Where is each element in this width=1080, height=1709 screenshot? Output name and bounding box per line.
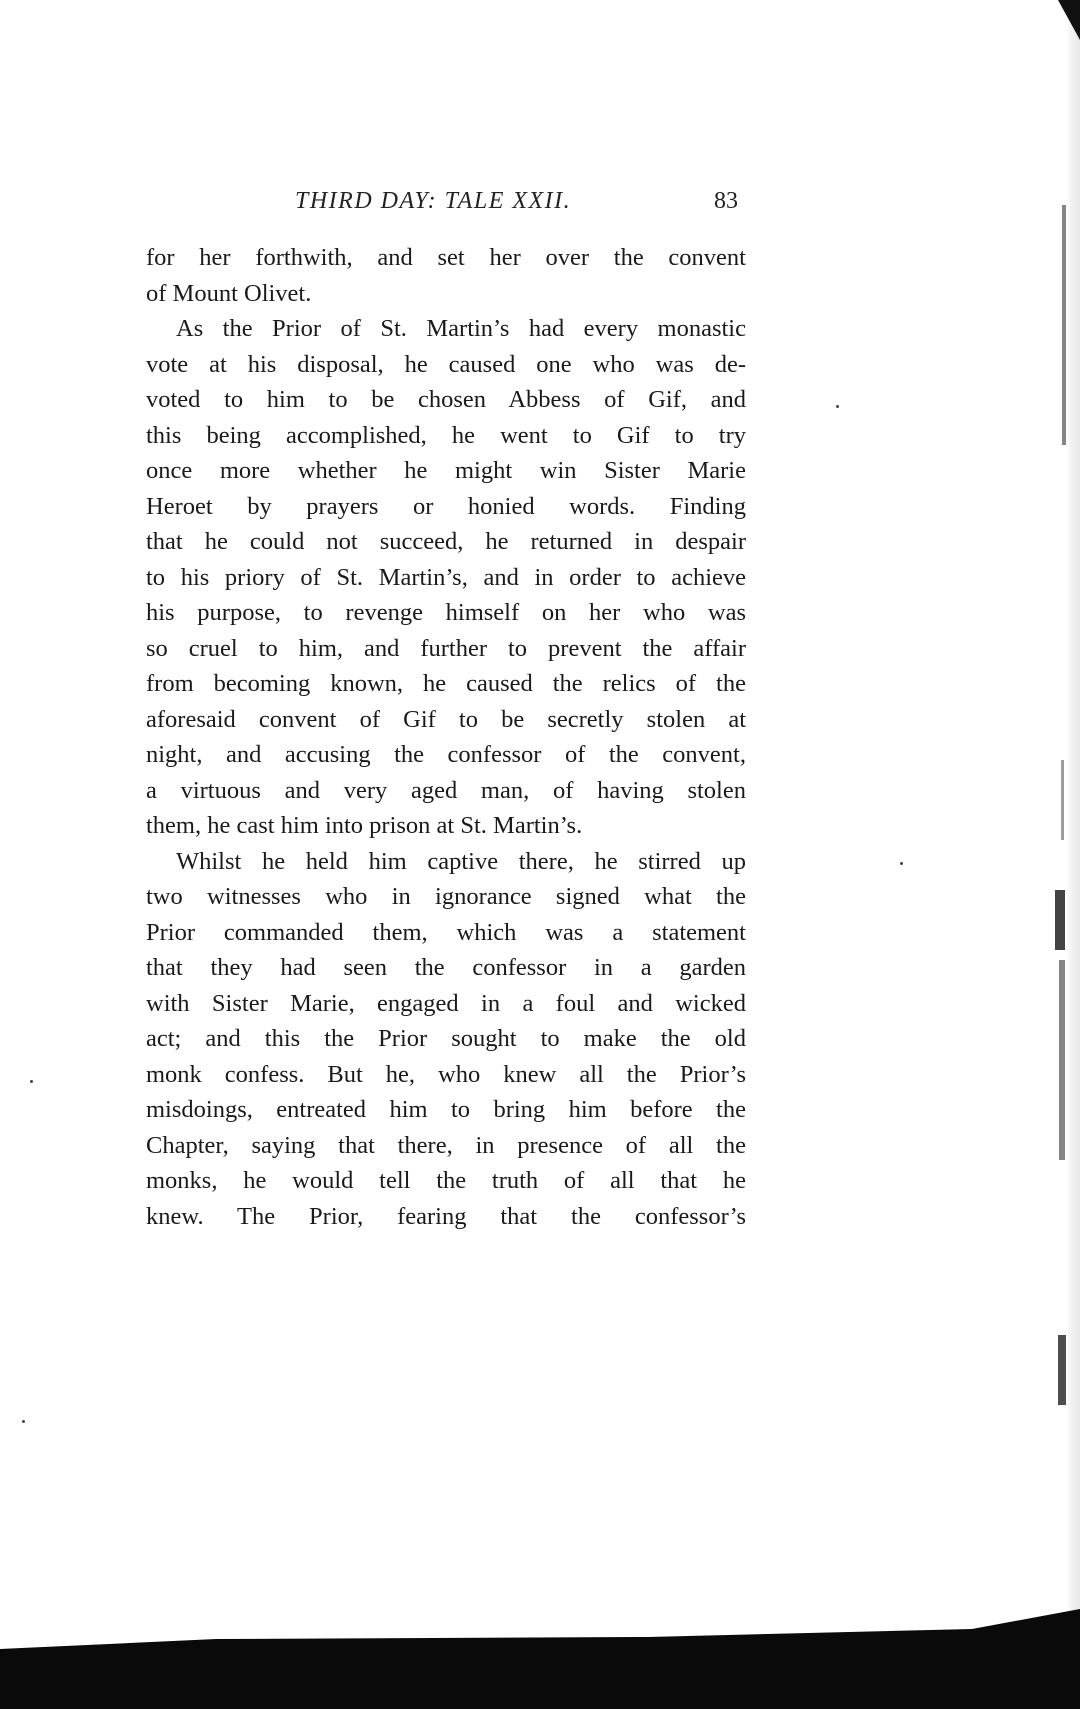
text-line: act; and this the Prior sought to make the old: [146, 1025, 746, 1052]
paragraph-3: [146, 844, 746, 1235]
text-line: that they had seen the confessor in a garden: [146, 954, 746, 981]
paragraph-1: [146, 240, 746, 311]
text-line: for her forthwith, and set her over the convent: [146, 244, 746, 271]
text-line: voted to him to be chosen Abbess of Gif, and: [146, 386, 746, 413]
text-line: As the Prior of St. Martin’s had every monastic: [176, 315, 746, 342]
scan-speck: [30, 1080, 33, 1083]
text-line: aforesaid convent of Gif to be secretly stolen at: [146, 705, 746, 733]
scan-gutter-mark: [1055, 890, 1065, 950]
page-edge-shadow: [1066, 0, 1080, 1709]
text-line: with Sister Marie, engaged in a foul and wicked: [146, 989, 746, 1017]
scan-speck: [22, 1420, 25, 1423]
text-line: to his priory of St. Martin’s, and in order to achieve: [146, 563, 746, 591]
scan-gutter-mark: [1058, 1335, 1066, 1405]
scan-speck: [836, 405, 839, 408]
text-line: from becoming known, he caused the relics of the: [146, 670, 746, 697]
text-line: monk confess. But he, who knew all the Prior’s: [146, 1060, 746, 1088]
scan-bottom-shadow: [0, 1609, 1080, 1709]
text-line: of Mount Olivet.: [146, 279, 312, 307]
text-line: night, and accusing the confessor of the convent,: [146, 741, 746, 768]
page-number: 83: [714, 188, 738, 214]
text-line: this being accomplished, he went to Gif to try: [146, 421, 746, 449]
scan-gutter-mark: [1061, 760, 1064, 840]
scan-gutter-mark: [1059, 960, 1065, 1160]
text-line: Prior commanded them, which was a statement: [146, 918, 746, 946]
text-line: a virtuous and very aged man, of having stolen: [146, 776, 746, 804]
text-line: knew. The Prior, fearing that the confessor’s: [146, 1202, 746, 1230]
body-text: [146, 240, 746, 1234]
text-line: misdoings, entreated him to bring him before the: [146, 1096, 746, 1123]
scan-corner-mark: [1058, 0, 1080, 40]
running-title: THIRD DAY: TALE XXII.: [295, 188, 572, 214]
running-head: [145, 188, 745, 224]
text-line: once more whether he might win Sister Marie: [146, 457, 746, 484]
text-line: them, he cast him into prison at St. Martin’s.: [146, 812, 583, 839]
text-line: Chapter, saying that there, in presence of all the: [146, 1131, 746, 1159]
scan-speck: [900, 862, 903, 865]
text-line: two witnesses who in ignorance signed what the: [146, 883, 746, 910]
text-line: so cruel to him, and further to prevent the affair: [146, 634, 746, 662]
paragraph-2: [146, 311, 746, 844]
text-line: monks, he would tell the truth of all that he: [146, 1167, 746, 1194]
text-line: vote at his disposal, he caused one who was de-: [146, 350, 746, 378]
text-line: Whilst he held him captive there, he stirred up: [176, 847, 746, 875]
scan-gutter-mark: [1062, 205, 1066, 445]
text-line: Heroet by prayers or honied words. Finding: [146, 492, 746, 520]
text-line: that he could not succeed, he returned in despair: [146, 528, 746, 555]
text-line: his purpose, to revenge himself on her who was: [146, 599, 746, 626]
